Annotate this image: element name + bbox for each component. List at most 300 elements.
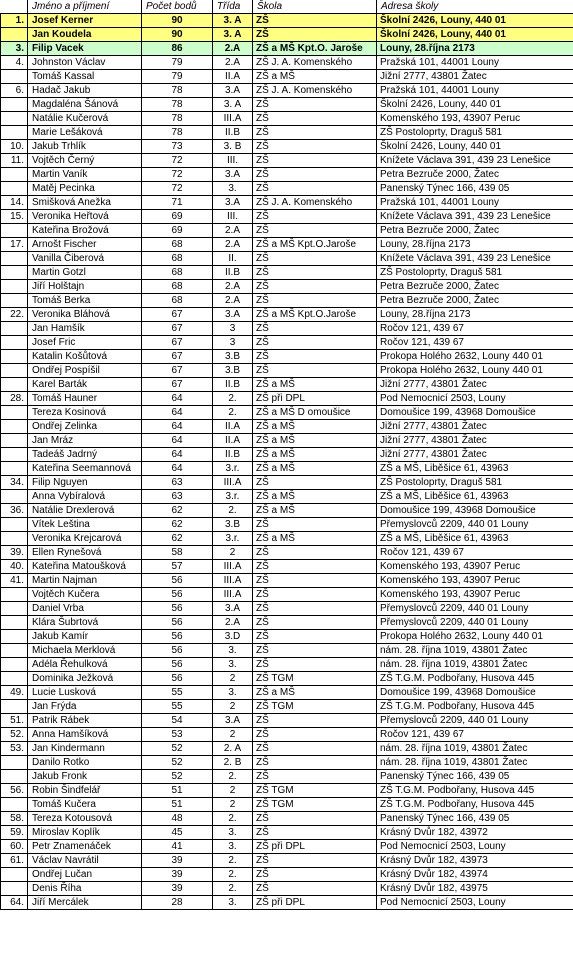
- rank-cell: 15.: [1, 210, 28, 224]
- address-cell: Louny, 28.října 2173: [377, 42, 573, 56]
- address-cell: ZŠ a MŠ, Liběšice 61, 43963: [377, 490, 573, 504]
- address-cell: nám. 28. října 1019, 43801 Žatec: [377, 658, 573, 672]
- school-cell: ZŠ: [253, 294, 377, 308]
- rank-cell: 64.: [1, 896, 28, 910]
- table-row: [1, 504, 573, 518]
- class-cell: III.A: [213, 574, 253, 588]
- name-cell: Ondřej Pospíšil: [28, 364, 142, 378]
- class-cell: 3.B: [213, 350, 253, 364]
- points-cell: 78: [142, 126, 213, 140]
- class-cell: 2: [213, 728, 253, 742]
- class-cell: 3.A: [213, 168, 253, 182]
- name-cell: Tomáš Berka: [28, 294, 142, 308]
- school-cell: ZŠ: [253, 812, 377, 826]
- name-cell: Kateřina Matoušková: [28, 560, 142, 574]
- table-row: [1, 882, 573, 896]
- points-cell: 48: [142, 812, 213, 826]
- table-row: [1, 28, 573, 42]
- table-row: [1, 616, 573, 630]
- school-cell: ZŠ: [253, 756, 377, 770]
- name-cell: Tadeáš Jadrný: [28, 448, 142, 462]
- rank-cell: [1, 266, 28, 280]
- rank-cell: [1, 98, 28, 112]
- rank-cell: [1, 126, 28, 140]
- table-row: [1, 168, 573, 182]
- school-cell: ZŠ: [253, 224, 377, 238]
- school-cell: ZŠ TGM: [253, 700, 377, 714]
- name-cell: Miroslav Koplík: [28, 826, 142, 840]
- points-cell: 51: [142, 798, 213, 812]
- name-cell: Marie Lešáková: [28, 126, 142, 140]
- class-cell: III.A: [213, 588, 253, 602]
- rank-cell: 4.: [1, 56, 28, 70]
- table-row: [1, 672, 573, 686]
- name-cell: Smišková Anežka: [28, 196, 142, 210]
- school-cell: ZŠ: [253, 112, 377, 126]
- address-cell: Ročov 121, 439 67: [377, 336, 573, 350]
- table-row: [1, 238, 573, 252]
- rank-cell: 10.: [1, 140, 28, 154]
- class-cell: 3: [213, 322, 253, 336]
- rank-cell: [1, 336, 28, 350]
- name-cell: Tomáš Hauner: [28, 392, 142, 406]
- rank-cell: [1, 518, 28, 532]
- points-cell: 56: [142, 574, 213, 588]
- class-cell: 3.: [213, 896, 253, 910]
- address-cell: Krásný Dvůr 182, 43975: [377, 882, 573, 896]
- rank-cell: 1.: [1, 14, 28, 28]
- address-cell: Knížete Václava 391, 439 23 Lenešice: [377, 252, 573, 266]
- rank-cell: 59.: [1, 826, 28, 840]
- address-cell: Panenský Týnec 166, 439 05: [377, 182, 573, 196]
- rank-cell: [1, 798, 28, 812]
- points-cell: 72: [142, 168, 213, 182]
- points-cell: 68: [142, 252, 213, 266]
- points-cell: 64: [142, 462, 213, 476]
- class-cell: 3.D: [213, 630, 253, 644]
- address-cell: Komenského 193, 43907 Peruc: [377, 588, 573, 602]
- rank-cell: 39.: [1, 546, 28, 560]
- class-cell: II.B: [213, 126, 253, 140]
- address-cell: Pražská 101, 44001 Louny: [377, 84, 573, 98]
- points-cell: 71: [142, 196, 213, 210]
- school-cell: ZŠ: [253, 28, 377, 42]
- class-cell: 3.A: [213, 714, 253, 728]
- class-cell: 2.: [213, 812, 253, 826]
- name-cell: Tereza Kotousová: [28, 812, 142, 826]
- points-cell: 58: [142, 546, 213, 560]
- class-cell: II.A: [213, 434, 253, 448]
- table-header: [1, 0, 573, 14]
- class-cell: 2.A: [213, 280, 253, 294]
- name-cell: Magdaléna Šánová: [28, 98, 142, 112]
- table-row: [1, 546, 573, 560]
- school-cell: ZŠ: [253, 560, 377, 574]
- school-cell: ZŠ: [253, 770, 377, 784]
- table-row: [1, 854, 573, 868]
- table-row: [1, 798, 573, 812]
- name-cell: Michaela Merklová: [28, 644, 142, 658]
- header-address: Adresa školy: [377, 0, 573, 14]
- address-cell: Panenský Týnec 166, 439 05: [377, 770, 573, 784]
- class-cell: 2: [213, 784, 253, 798]
- rank-cell: [1, 112, 28, 126]
- points-cell: 67: [142, 378, 213, 392]
- school-cell: ZŠ a MŠ D omoušice: [253, 406, 377, 420]
- address-cell: Knížete Václava 391, 439 23 Lenešice: [377, 154, 573, 168]
- class-cell: 2: [213, 700, 253, 714]
- table-row: [1, 518, 573, 532]
- address-cell: Školní 2426, Louny, 440 01: [377, 14, 573, 28]
- school-cell: ZŠ: [253, 476, 377, 490]
- points-cell: 56: [142, 630, 213, 644]
- address-cell: Přemyslovců 2209, 440 01 Louny: [377, 714, 573, 728]
- class-cell: 2.: [213, 770, 253, 784]
- points-cell: 64: [142, 392, 213, 406]
- points-cell: 79: [142, 70, 213, 84]
- table-row: [1, 406, 573, 420]
- rank-cell: 14.: [1, 196, 28, 210]
- class-cell: 2.: [213, 504, 253, 518]
- rank-cell: [1, 224, 28, 238]
- school-cell: ZŠ a MŠ Kpt.O.Jaroše: [253, 238, 377, 252]
- table-row: [1, 574, 573, 588]
- name-cell: Kateřina Brožová: [28, 224, 142, 238]
- school-cell: ZŠ a MŠ: [253, 686, 377, 700]
- address-cell: Prokopa Holého 2632, Louny 440 01: [377, 630, 573, 644]
- school-cell: ZŠ a MŠ Kpt.O. Jaroše: [253, 42, 377, 56]
- address-cell: Jižní 2777, 43801 Žatec: [377, 448, 573, 462]
- school-cell: ZŠ a MŠ: [253, 490, 377, 504]
- rank-cell: [1, 28, 28, 42]
- table-row: [1, 714, 573, 728]
- header-school: Škola: [253, 0, 377, 14]
- name-cell: Katalin Košůtová: [28, 350, 142, 364]
- school-cell: ZŠ: [253, 322, 377, 336]
- table-row: [1, 196, 573, 210]
- class-cell: 3. A: [213, 28, 253, 42]
- rank-cell: [1, 434, 28, 448]
- name-cell: Matěj Pecinka: [28, 182, 142, 196]
- class-cell: 2.A: [213, 616, 253, 630]
- table-row: [1, 154, 573, 168]
- table-row: [1, 84, 573, 98]
- address-cell: ZŠ Postoloprty, Draguš 581: [377, 476, 573, 490]
- points-cell: 56: [142, 616, 213, 630]
- class-cell: 3.A: [213, 308, 253, 322]
- class-cell: III.A: [213, 112, 253, 126]
- rank-cell: [1, 448, 28, 462]
- school-cell: ZŠ při DPL: [253, 896, 377, 910]
- header-rank: [1, 0, 28, 14]
- address-cell: Petra Bezruče 2000, Žatec: [377, 294, 573, 308]
- name-cell: Jan Kindermann: [28, 742, 142, 756]
- school-cell: ZŠ: [253, 616, 377, 630]
- points-cell: 39: [142, 882, 213, 896]
- school-cell: ZŠ: [253, 364, 377, 378]
- school-cell: ZŠ: [253, 168, 377, 182]
- class-cell: 3.A: [213, 84, 253, 98]
- table-row: [1, 308, 573, 322]
- class-cell: 2.: [213, 854, 253, 868]
- address-cell: ZŠ T.G.M. Podbořany, Husova 445: [377, 798, 573, 812]
- address-cell: nám. 28. října 1019, 43801 Žatec: [377, 756, 573, 770]
- address-cell: Krásný Dvůr 182, 43972: [377, 826, 573, 840]
- name-cell: Jakub Trhlík: [28, 140, 142, 154]
- rank-cell: [1, 182, 28, 196]
- address-cell: Krásný Dvůr 182, 43973: [377, 854, 573, 868]
- school-cell: ZŠ: [253, 574, 377, 588]
- points-cell: 72: [142, 154, 213, 168]
- rank-cell: [1, 700, 28, 714]
- school-cell: ZŠ a MŠ: [253, 448, 377, 462]
- school-cell: ZŠ: [253, 602, 377, 616]
- name-cell: Vanilla Čiberová: [28, 252, 142, 266]
- school-cell: ZŠ a MŠ: [253, 434, 377, 448]
- name-cell: Tomáš Kassal: [28, 70, 142, 84]
- points-cell: 69: [142, 210, 213, 224]
- class-cell: 2.: [213, 392, 253, 406]
- class-cell: III.: [213, 154, 253, 168]
- points-cell: 67: [142, 364, 213, 378]
- points-cell: 78: [142, 112, 213, 126]
- address-cell: ZŠ a MŠ, Liběšice 61, 43963: [377, 462, 573, 476]
- points-cell: 53: [142, 728, 213, 742]
- rank-cell: [1, 350, 28, 364]
- school-cell: ZŠ: [253, 644, 377, 658]
- address-cell: Petra Bezruče 2000, Žatec: [377, 224, 573, 238]
- address-cell: Jižní 2777, 43801 Žatec: [377, 434, 573, 448]
- class-cell: 2.A: [213, 56, 253, 70]
- name-cell: Filip Vacek: [28, 42, 142, 56]
- rank-cell: [1, 420, 28, 434]
- rank-cell: [1, 70, 28, 84]
- points-cell: 68: [142, 280, 213, 294]
- name-cell: Adéla Řehulková: [28, 658, 142, 672]
- rank-cell: [1, 756, 28, 770]
- points-cell: 67: [142, 308, 213, 322]
- school-cell: ZŠ J. A. Komenského: [253, 84, 377, 98]
- rank-cell: 56.: [1, 784, 28, 798]
- school-cell: ZŠ: [253, 546, 377, 560]
- address-cell: Louny, 28.října 2173: [377, 308, 573, 322]
- table-row: [1, 420, 573, 434]
- name-cell: Arnošt Fischer: [28, 238, 142, 252]
- rank-cell: [1, 462, 28, 476]
- school-cell: ZŠ: [253, 210, 377, 224]
- address-cell: Jižní 2777, 43801 Žatec: [377, 70, 573, 84]
- class-cell: 3.A: [213, 196, 253, 210]
- address-cell: nám. 28. října 1019, 43801 Žatec: [377, 742, 573, 756]
- name-cell: Martin Najman: [28, 574, 142, 588]
- class-cell: II.: [213, 252, 253, 266]
- rank-cell: [1, 294, 28, 308]
- rank-cell: [1, 378, 28, 392]
- school-cell: ZŠ při DPL: [253, 840, 377, 854]
- name-cell: Vojtěch Kučera: [28, 588, 142, 602]
- rank-cell: [1, 644, 28, 658]
- class-cell: 3.: [213, 644, 253, 658]
- address-cell: Jižní 2777, 43801 Žatec: [377, 420, 573, 434]
- name-cell: Jan Mráz: [28, 434, 142, 448]
- name-cell: Jan Frýda: [28, 700, 142, 714]
- name-cell: Karel Barták: [28, 378, 142, 392]
- points-cell: 51: [142, 784, 213, 798]
- class-cell: 3.B: [213, 518, 253, 532]
- address-cell: Přemyslovců 2209, 440 01 Louny: [377, 616, 573, 630]
- class-cell: III.A: [213, 560, 253, 574]
- table-body: [1, 14, 573, 910]
- class-cell: II.A: [213, 70, 253, 84]
- points-cell: 79: [142, 56, 213, 70]
- school-cell: ZŠ: [253, 658, 377, 672]
- address-cell: Jižní 2777, 43801 Žatec: [377, 378, 573, 392]
- name-cell: Klára Šubrtová: [28, 616, 142, 630]
- points-cell: 90: [142, 14, 213, 28]
- address-cell: Prokopa Holého 2632, Louny 440 01: [377, 364, 573, 378]
- table-row: [1, 588, 573, 602]
- table-row: [1, 630, 573, 644]
- rank-cell: 58.: [1, 812, 28, 826]
- address-cell: Petra Bezruče 2000, Žatec: [377, 280, 573, 294]
- points-cell: 56: [142, 644, 213, 658]
- points-cell: 56: [142, 588, 213, 602]
- name-cell: Jakub Fronk: [28, 770, 142, 784]
- points-cell: 73: [142, 140, 213, 154]
- table-row: [1, 140, 573, 154]
- class-cell: 2.: [213, 882, 253, 896]
- school-cell: ZŠ: [253, 518, 377, 532]
- name-cell: Johnston Václav: [28, 56, 142, 70]
- rank-cell: 52.: [1, 728, 28, 742]
- points-cell: 28: [142, 896, 213, 910]
- table-row: [1, 266, 573, 280]
- points-cell: 62: [142, 504, 213, 518]
- table-row: [1, 770, 573, 784]
- points-cell: 68: [142, 294, 213, 308]
- points-cell: 39: [142, 868, 213, 882]
- table-row: [1, 252, 573, 266]
- table-row: [1, 840, 573, 854]
- address-cell: Panenský Týnec 166, 439 05: [377, 812, 573, 826]
- school-cell: ZŠ při DPL: [253, 392, 377, 406]
- table-row: [1, 70, 573, 84]
- points-cell: 67: [142, 322, 213, 336]
- points-cell: 63: [142, 490, 213, 504]
- points-cell: 52: [142, 756, 213, 770]
- rank-cell: [1, 364, 28, 378]
- school-cell: ZŠ: [253, 280, 377, 294]
- address-cell: Školní 2426, Louny, 440 01: [377, 98, 573, 112]
- address-cell: Prokopa Holého 2632, Louny 440 01: [377, 350, 573, 364]
- points-cell: 39: [142, 854, 213, 868]
- points-cell: 55: [142, 700, 213, 714]
- school-cell: ZŠ: [253, 868, 377, 882]
- rank-cell: [1, 882, 28, 896]
- rank-cell: 6.: [1, 84, 28, 98]
- rank-cell: [1, 532, 28, 546]
- points-cell: 52: [142, 770, 213, 784]
- header-name: Jméno a příjmení: [28, 0, 142, 14]
- table-row: [1, 868, 573, 882]
- table-row: [1, 602, 573, 616]
- rank-cell: [1, 252, 28, 266]
- class-cell: 2: [213, 672, 253, 686]
- address-cell: Školní 2426, Louny, 440 01: [377, 28, 573, 42]
- address-cell: Pod Nemocnicí 2503, Louny: [377, 840, 573, 854]
- name-cell: Lucie Lusková: [28, 686, 142, 700]
- rank-cell: [1, 630, 28, 644]
- address-cell: Louny, 28.října 2173: [377, 238, 573, 252]
- address-cell: nám. 28. října 1019, 43801 Žatec: [377, 644, 573, 658]
- class-cell: 2.A: [213, 224, 253, 238]
- table-row: [1, 224, 573, 238]
- rank-cell: 49.: [1, 686, 28, 700]
- school-cell: ZŠ a MŠ: [253, 504, 377, 518]
- points-cell: 90: [142, 28, 213, 42]
- rank-cell: [1, 658, 28, 672]
- name-cell: Václav Navrátil: [28, 854, 142, 868]
- class-cell: 2. B: [213, 756, 253, 770]
- class-cell: 3.r.: [213, 462, 253, 476]
- points-cell: 78: [142, 84, 213, 98]
- school-cell: ZŠ: [253, 126, 377, 140]
- class-cell: 3.: [213, 826, 253, 840]
- address-cell: Pražská 101, 44001 Louny: [377, 196, 573, 210]
- table-row: [1, 392, 573, 406]
- table-row: [1, 322, 573, 336]
- school-cell: ZŠ TGM: [253, 784, 377, 798]
- table-row: [1, 182, 573, 196]
- table-row: [1, 294, 573, 308]
- rank-cell: [1, 770, 28, 784]
- address-cell: Ročov 121, 439 67: [377, 728, 573, 742]
- school-cell: ZŠ: [253, 140, 377, 154]
- points-cell: 69: [142, 224, 213, 238]
- address-cell: Knížete Václava 391, 439 23 Lenešice: [377, 210, 573, 224]
- name-cell: Ellen Rynešová: [28, 546, 142, 560]
- school-cell: ZŠ a MŠ: [253, 70, 377, 84]
- name-cell: Natálie Kučerová: [28, 112, 142, 126]
- class-cell: 2.A: [213, 42, 253, 56]
- name-cell: Petr Znamenáček: [28, 840, 142, 854]
- class-cell: 3. A: [213, 98, 253, 112]
- table-row: [1, 896, 573, 910]
- name-cell: Tereza Kosinová: [28, 406, 142, 420]
- name-cell: Natálie Drexlerová: [28, 504, 142, 518]
- points-cell: 56: [142, 658, 213, 672]
- school-cell: ZŠ: [253, 854, 377, 868]
- table-row: [1, 728, 573, 742]
- table-row: [1, 742, 573, 756]
- school-cell: ZŠ: [253, 714, 377, 728]
- name-cell: Daniel Vrba: [28, 602, 142, 616]
- table-row: [1, 126, 573, 140]
- address-cell: ZŠ T.G.M. Podbořany, Husova 445: [377, 784, 573, 798]
- rank-cell: 28.: [1, 392, 28, 406]
- rank-cell: [1, 602, 28, 616]
- class-cell: 2. A: [213, 742, 253, 756]
- rank-cell: 22.: [1, 308, 28, 322]
- points-cell: 56: [142, 602, 213, 616]
- rank-cell: [1, 672, 28, 686]
- points-cell: 41: [142, 840, 213, 854]
- rank-cell: 41.: [1, 574, 28, 588]
- name-cell: Anna Hamšíková: [28, 728, 142, 742]
- name-cell: Kateřina Seemannová: [28, 462, 142, 476]
- points-cell: 68: [142, 266, 213, 280]
- points-cell: 68: [142, 238, 213, 252]
